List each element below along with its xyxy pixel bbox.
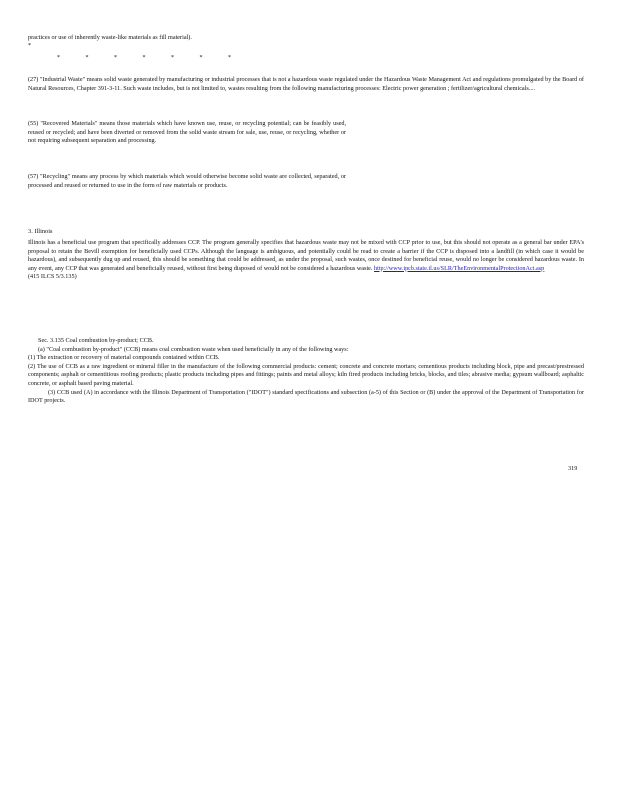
section-a: (a) "Coal combustion by-product" (CCB) means coal combustion waste when used beneficially in any of the following ways: — [38, 345, 349, 353]
illinois-act-link[interactable]: http://www.ipcb.state.il.us/SLR/TheEnvironmentalProtectionAct.asp — [374, 264, 545, 272]
illinois-citation: (415 ILCS 5/3.135) — [28, 273, 77, 281]
section-heading-illinois — [28, 228, 228, 237]
section-title: Sec. 3.135 Coal combustion by-product; CCB. — [38, 337, 154, 344]
section-3-135 — [28, 337, 584, 406]
star: * — [142, 55, 146, 61]
definition-27-text: (27) "Industrial Waste" means solid waste generated by manufacturing or industrial processes that is not a hazardous waste regulated under the Hazardous Waste Management Act and regulations promulgated by the Board of Natural Resources, Chapter 391-3-11. Such waste includes, but is not limited to, wastes resulting from the following manufacturing processes: Electric power generation ; fertilizer/agricultural chemicals.... — [28, 76, 584, 92]
definition-57 — [28, 173, 346, 190]
section-item-2: (2) The use of CCB as a raw ingredient or mineral filler in the manufacture of the following commercial products: cement; concrete and concrete mortars; cementious products including block, pipe and precast/prestressed components; asphalt or cementitious roofing products; plastic products including pipes and fittings; paints and metal alloys; kiln fired products including bricks, blocks, and tiles; abrasive media; gypsum wallboard; asphaltic concrete, or asphalt based paving material. — [28, 362, 584, 387]
star: * — [114, 55, 117, 61]
page-number: 319 — [568, 465, 578, 472]
top-fragment — [28, 34, 588, 49]
star: * — [171, 55, 174, 61]
omission-stars — [57, 55, 257, 61]
top-fragment-asterisk: * — [28, 41, 32, 49]
section-item-3: (3) CCB used (A) in accordance with the Illinois Department of Transportation ("IDOT") standard specifications and subsection (a-5) of this Section or (B) under the approval of the Department of Transportation for IDOT projects. — [28, 388, 584, 405]
illinois-paragraph — [28, 239, 584, 282]
definition-57-text: (57) "Recycling" means any process by which materials which would otherwise become solid waste are collected, separated, or processed and reused or returned to use in the form of raw materials or products. — [28, 173, 346, 189]
section-item-1: (1) The extraction or recovery of material compounds contained within CCB. — [28, 354, 220, 362]
illinois-heading: 3. Illinois — [28, 228, 53, 235]
definition-27 — [28, 76, 584, 93]
star: * — [199, 55, 203, 61]
definition-55-text: (55) "Recovered Materials" means those materials which have known use, reuse, or recycling potential; can be feasibly used, reused or recycled; and have been diverted or removed from the solid waste stream for sale, use, reuse, or recycling, whether or not requiring subsequent separation and processing. — [28, 120, 346, 145]
top-fragment-line: practices or use of inherently waste-like materials as fill material). — [28, 34, 192, 41]
star: * — [228, 55, 231, 61]
star: * — [85, 55, 89, 61]
definition-55 — [28, 120, 346, 146]
star: * — [57, 55, 60, 61]
illinois-body: Illinois has a beneficial use program that specifically addresses CCP. The program generally specifies that hazardous waste may not be mixed with CCP prior to use, but this should not operate as a general bar under EPA's proposal to retain the Bevill exemption for beneficially used CCPs. Although the language is ambiguous, and potentially could be read to create a barrier if the CCP is disposed into a landfill (in which case it would be hazardous), and subsequently dug up and reused, this should be something that could be addressed, as under the proposal, such wastes, once destined for beneficial reuse, would no longer be considered hazardous waste. In any event, any CCP that was generated and beneficially reused, without first being disposed of would not be considered a hazardous waste. — [28, 239, 584, 272]
